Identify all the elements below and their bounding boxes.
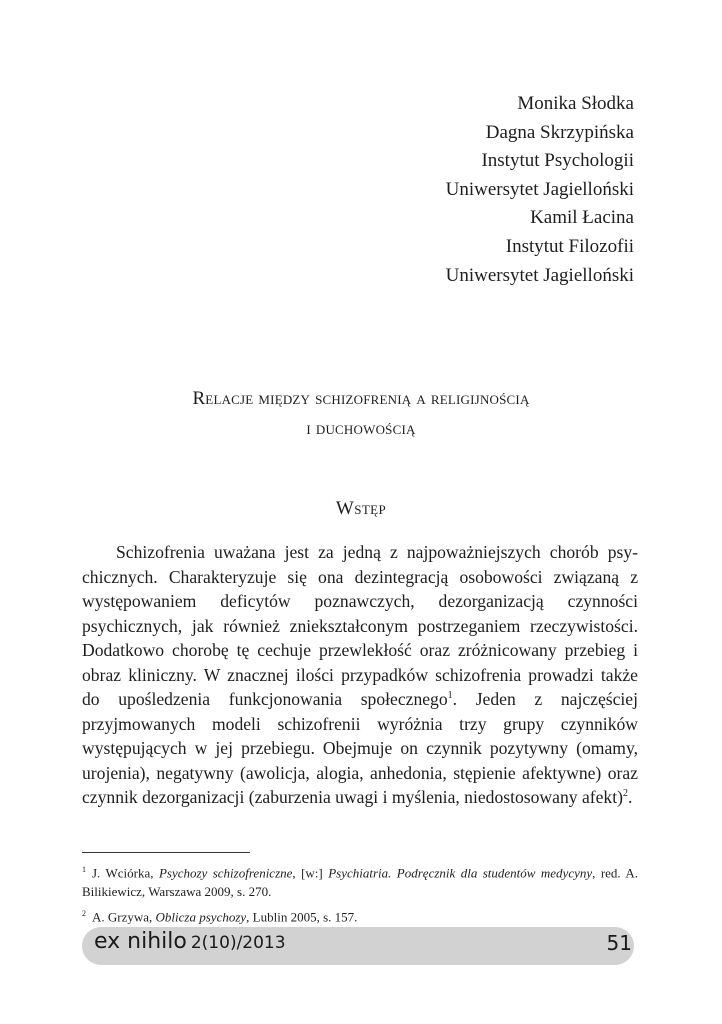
body-text-part: Schizofrenia uważana jest za jedną z najpoważniejszych chorób psychicznych. Charakteryzuje się ona dezintegracją osobowości związaną z występowaniem deficytów poznawczych, dezorganizacją czynności psychicznych, jak również zniekształconym postrzeganiem rzeczywistości. Dodatkowo chorobę tę cechuje przewlekłość oraz zróżnicowany przebieg i obraz kliniczny. W znacznej ilości przypadków schizofrenia prowadzi także do upośledzenia funkcjonowania społecznego bbox=[82, 542, 638, 709]
footnote-ref[interactable]: 1 bbox=[447, 690, 453, 702]
journal-issue: 2(10)/2013 bbox=[190, 933, 286, 953]
affiliation-institute: Instytut Psychologii bbox=[481, 150, 634, 172]
author-name: Kamil Łacina bbox=[530, 207, 634, 229]
footnote-author: J. Wciórka, bbox=[92, 865, 154, 881]
footnotes bbox=[82, 860, 638, 930]
author-name: Monika Słodka bbox=[517, 93, 634, 114]
page-number: 51 bbox=[606, 931, 632, 955]
title-line-2: i duchowością bbox=[306, 418, 416, 439]
title-line-1: Relacje między schizofrenią a religijnością bbox=[192, 388, 530, 409]
footnote-text: , red. A. Bilikiewicz, Warszawa 2009, s. 270. bbox=[82, 865, 639, 900]
footnote-title: Psychozy schizofreniczne bbox=[158, 865, 293, 881]
body-paragraph bbox=[82, 540, 638, 810]
author-affiliations bbox=[446, 90, 634, 290]
section-heading: Wstęp bbox=[335, 498, 387, 519]
footnote bbox=[82, 904, 638, 926]
article-title bbox=[0, 384, 722, 444]
footnote-number: 2 bbox=[82, 909, 86, 919]
footnote bbox=[82, 860, 638, 901]
journal-title: ex nihilo bbox=[94, 929, 187, 954]
footnote-title: Oblicza psychozy bbox=[155, 909, 247, 925]
body-text-part: . bbox=[627, 787, 633, 807]
footnote-text: , Lublin 2005, s. 157. bbox=[246, 909, 358, 925]
footnote-ref[interactable]: 2 bbox=[622, 788, 628, 800]
journal-name bbox=[94, 929, 286, 954]
footnote-text: , [w:] bbox=[292, 865, 323, 881]
footnote-author: A. Grzywa, bbox=[92, 909, 153, 925]
footnote-book: Psychiatria. Podręcznik dla studentów medycyny bbox=[328, 865, 593, 881]
footnote-divider bbox=[82, 852, 250, 853]
affiliation-university: Uniwersytet Jagielloński bbox=[445, 264, 634, 286]
footnote-number: 1 bbox=[82, 865, 86, 874]
body-text-part: . Jeden z najczęściej przyjmowanych modeli schizofrenii wyróżnia trzy grupy czynników występujących w jej przebiegu. Obejmuje on czynnik pozytywny (omamy, urojenia), negatywny (awolicja, alogia, anhedonia, stępienie afektywne) oraz czynnik dezorganizacji (zaburzenia uwagi i myślenia, niedostosowany afekt) bbox=[82, 689, 638, 807]
affiliation-institute: Instytut Filozofii bbox=[505, 235, 634, 257]
author-name: Dagna Skrzypińska bbox=[485, 121, 634, 143]
affiliation-university: Uniwersytet Jagielloński bbox=[445, 178, 634, 200]
